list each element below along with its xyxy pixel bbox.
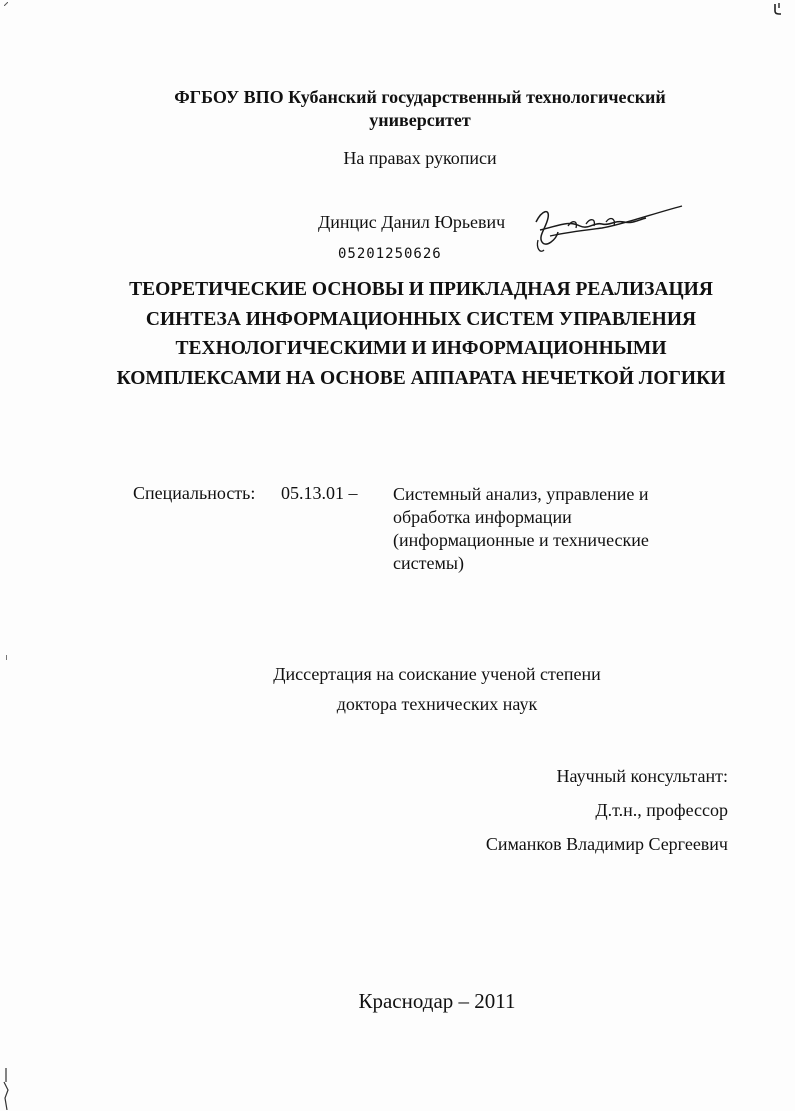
institution-line-2: университет: [369, 110, 471, 130]
dissertation-degree-line-2: доктора технических наук: [336, 694, 538, 714]
consultant-degree: Д.т.н., профессор: [595, 800, 728, 820]
consultant-heading: Научный консультант:: [556, 766, 728, 786]
consultant-name: Симанков Владимир Сергеевич: [485, 834, 728, 854]
handwritten-signature: [528, 196, 688, 256]
dissertation-degree-line-1: Диссертация на соискание ученой степени: [273, 664, 601, 684]
catalog-number: 05201250626: [338, 246, 442, 262]
scan-corner-mark: [773, 2, 783, 16]
scan-speck-mark: [4, 2, 8, 6]
dissertation-title: [80, 275, 762, 393]
title-line: ТЕХНОЛОГИЧЕСКИМИ И ИНФОРМАЦИОННЫМИ: [175, 338, 667, 359]
scientific-consultant: [486, 759, 728, 861]
specialty-label: Специальность:: [133, 483, 256, 503]
title-line: СИНТЕЗА ИНФОРМАЦИОННЫХ СИСТЕМ УПРАВЛЕНИЯ: [145, 308, 697, 330]
title-line: ТЕОРЕТИЧЕСКИЕ ОСНОВЫ И ПРИКЛАДНАЯ РЕАЛИЗАЦИЯ: [129, 279, 713, 300]
place-and-year: Краснодар – 2011: [358, 989, 516, 1013]
specialty-description-line: обработка информации: [393, 507, 572, 527]
specialty-description-line: (информационные и технические: [393, 530, 649, 550]
specialty-description: [393, 483, 693, 575]
institution-line-1: ФГБОУ ВПО Кубанский государственный технологический: [174, 87, 666, 107]
title-line: КОМПЛЕКСАМИ НА ОСНОВЕ АППАРАТА НЕЧЕТКОЙ ЛОГИКИ: [116, 367, 726, 389]
institution-name: [100, 86, 740, 132]
scan-speck-mark: [5, 655, 8, 660]
manuscript-note: На правах рукописи: [343, 148, 497, 168]
scan-edge-mark: [2, 1068, 10, 1110]
specialty-description-line: Системный анализ, управление и: [393, 484, 649, 504]
author-name: Динцис Данил Юрьевич: [318, 212, 506, 232]
specialty-code: 05.13.01 –: [281, 483, 358, 503]
specialty-description-line: системы): [393, 553, 464, 573]
